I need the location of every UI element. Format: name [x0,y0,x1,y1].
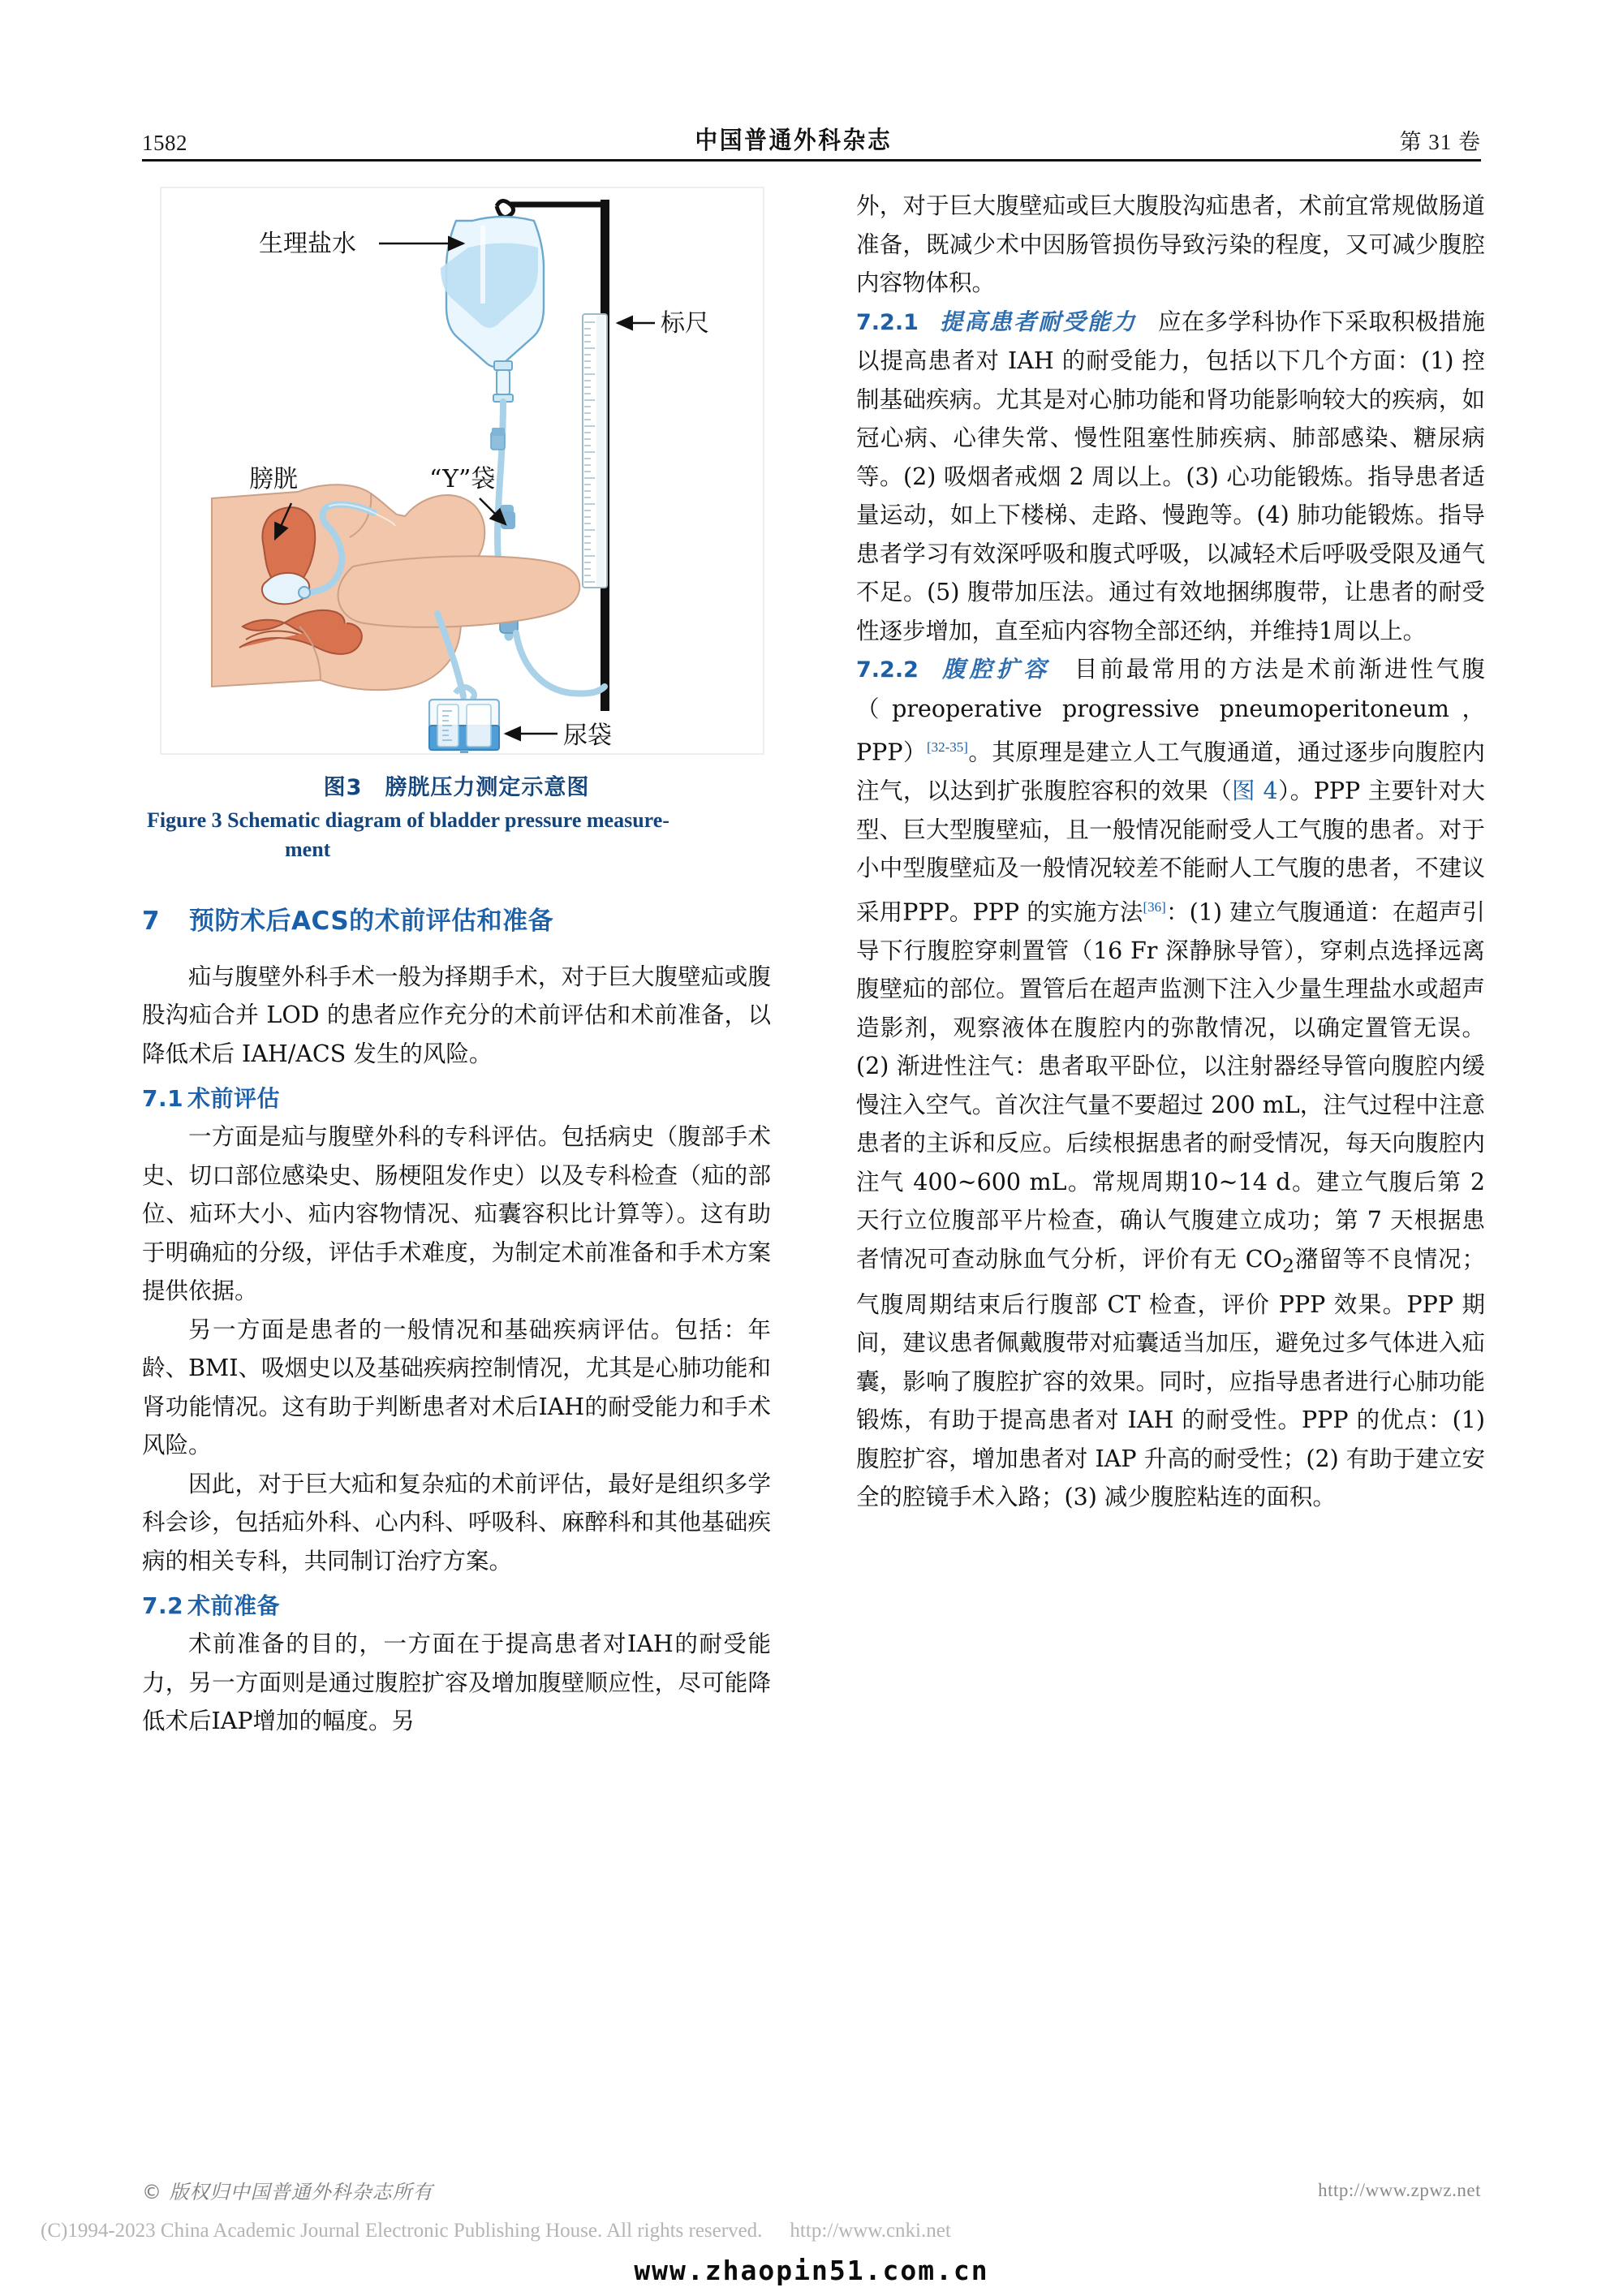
footer-cnki-url[interactable]: http://www.cnki.net [790,2220,951,2242]
section-7-title: 预防术后ACS的术前评估和准备 [189,906,554,936]
footer-journal-url[interactable]: http://www.zpwz.net [1318,2180,1481,2200]
section-7-2-title: 术前准备 [187,1592,281,1620]
figure-label-bladder: 膀胱 [249,465,298,493]
figure-3-image [160,187,764,755]
figure-4-reference[interactable]: 图 4 [1232,778,1278,804]
figure-label-ruler: 标尺 [661,309,709,338]
section-7-2-1-title: 提高患者耐受能力 [939,308,1137,335]
paragraph-7-2-2 [856,650,1485,1517]
co2-subscript: 2 [1281,1254,1295,1277]
paragraph-1: 疝与腹壁外科手术一般为择期手术，对于巨大腹壁疝或腹股沟疝合并 LOD 的患者应作充分的术前评估和术前准备，以降低术后 IAH/ACS 发生的风险。 [142,963,771,1067]
journal-title: 中国普通外科杂志 [695,127,893,155]
footer-cnki-text: (C)1994-2023 China Academic Journal Electronic Publishing House. All rights reserved. [41,2220,763,2242]
figure-caption-en-line1: Figure 3 Schematic diagram of bladder pressure measure- [147,808,669,832]
bladder-pressure-diagram [161,188,763,753]
section-7-2-2-text-d: ：(1) 建立气腹通道：在超声引导下行腹腔穿刺置管（16 Fr 深静脉导管），穿刺点选择远离腹壁疝的部位。置管后在超声监测下注入少量生理盐水或超声造影剂，观察液体在腹腔内的弥散情况，以确定置管无误。(2) 渐进性注气：患者取平卧位，以注射器经导管向腹腔内缓慢注入空气。首次注气量不要超过 200 mL，注气过程中注意患者的主诉和反应。后续根据患者的耐受情况，每天向腹腔内注气 400~600 mL。常规周期10~14 d。建立气腹后第 2 天行立位腹部平片检查，确认气腹建立成功；第 7 天根据患者情况可查动脉血气分析，评价有无 CO [856,898,1486,1273]
section-7-2-1-number: 7.2.1 [856,309,919,335]
paragraph-4: 因此，对于巨大疝和复杂疝的术前评估，最好是组织多学科会诊，包括疝外科、心内科、呼吸科、麻醉科和其他基础疾病的相关专科，共同制订治疗方案。 [142,1470,771,1574]
page-number: 1582 [142,131,187,155]
footer-watermark: www.zhaopin51.com.cn [634,2255,989,2286]
section-7-number: 7 [142,906,161,936]
section-7-2-1-text: 应在多学科协作下采取积极措施以提高患者对 IAH 的耐受能力，包括以下几个方面：(1) 控制基础疾病。尤其是对心肺功能和肾功能影响较大的疾病，如冠心病、心律失常、慢性阻塞性肺疾病、肺部感染、糖尿病等。(2) 吸烟者戒烟 2 周以上。(3) 心功能锻炼。指导患者适量运动，如上下楼梯、走路、慢跑等。(4) 肺功能锻炼。指导患者学习有效深呼吸和腹式呼吸，以减轻术后呼吸受限及通气不足。(5) 腹带加压法。通过有效地捆绑腹带，让患者的耐受性逐步增加，直至疝内容物全部还纳，并维持1周以上。 [856,308,1485,644]
section-heading-7-2 [142,1592,771,1620]
section-7-1-number: 7.1 [142,1085,184,1113]
paragraph-5: 术前准备的目的，一方面在于提高患者对IAH的耐受能力，另一方面则是通过腹腔扩容及增加腹壁顺应性，尽可能降低术后IAP增加的幅度。另 [142,1630,771,1735]
figure-label-saline: 生理盐水 [259,230,356,258]
paragraph-continuation: 外，对于巨大腹壁疝或巨大腹股沟疝患者，术前宜常规做肠道准备，既减少术中因肠管损伤导致污染的程度，又可减少腹腔内容物体积。 [856,192,1485,296]
right-column [856,187,1485,1517]
volume-label: 第 31 卷 [1399,130,1481,154]
figure-3-caption [142,769,771,864]
header-rule [142,159,1481,162]
citation-32-35[interactable]: [32-35] [926,739,968,755]
paragraph-3: 另一方面是患者的一般情况和基础疾病评估。包括：年龄、BMI、吸烟史以及基础疾病控制情况，尤其是心肺功能和肾功能情况。这有助于判断患者对术后IAH的耐受能力和手术风险。 [142,1316,771,1459]
figure-label-urine-bag: 尿袋 [563,722,612,750]
left-column [142,187,771,1741]
paragraph-7-2-1 [856,303,1485,651]
section-7-2-2-text-c: ）。PPP 主要针对大型、巨大型腹壁疝，且一般情况能耐受人工气腹的患者。对于小中型腹壁疝及一般情况较差不能耐人工气腹的患者，不建议采用PPP。PPP 的实施方法 [856,778,1485,925]
figure-caption-en-line2: ment [285,837,331,861]
figure-caption-en [142,806,771,864]
section-7-2-2-text-b: 。其原理是建立人工气腹通道，通过逐步向腹腔内注气，以达到扩张腹腔容积的效果（ [856,739,1485,804]
section-7-2-2-text-a: 目前最常用的方法是术前渐进性气腹（preoperative progressive pneumoperitoneum，PPP） [856,656,1485,766]
section-heading-7 [142,907,771,937]
figure-label-y-bag: “Y”袋 [429,465,496,493]
figure-caption-cn: 图3 膀胱压力测定示意图 [323,775,590,800]
ruler-scale [583,314,607,588]
footer-copyright-cn: © 版权归中国普通外科杂志所有 [142,2181,433,2203]
section-heading-7-1 [142,1084,771,1113]
paragraph-2: 一方面是疝与腹壁外科的专科评估。包括病史（腹部手术史、切口部位感染史、肠梗阻发作史）以及专科检查（疝的部位、疝环大小、疝内容物情况、疝囊容积比计算等）。这有助于明确疝的分级，评估手术难度，为制定术前准备和手术方案提供依据。 [142,1123,771,1305]
section-7-2-2-number: 7.2.2 [856,657,919,683]
citation-36[interactable]: [36] [1143,898,1166,915]
footer-cnki-notice [41,2220,1582,2242]
section-7-2-number: 7.2 [142,1592,184,1620]
section-7-2-2-title: 腹腔扩容 [939,656,1051,683]
running-head [142,114,1481,156]
section-7-2-2-text-e: 潴留等不良情况；气腹周期结束后行腹部 CT 检查，评价 PPP 效果。PPP 期间，建议患者佩戴腹带对疝囊适当加压，避免过多气体进入疝囊，影响了腹腔扩容的效果。同时，应指导患者进行心肺功能锻炼，有助于提高患者对 IAH 的耐受性。PPP 的优点：(1) 腹腔扩容，增加患者对 IAP 升高的耐受性；(2) 有助于建立安全的腔镜手术入路；(3) 减少腹腔粘连的面积。 [856,1245,1485,1511]
section-7-1-title: 术前评估 [187,1085,281,1113]
